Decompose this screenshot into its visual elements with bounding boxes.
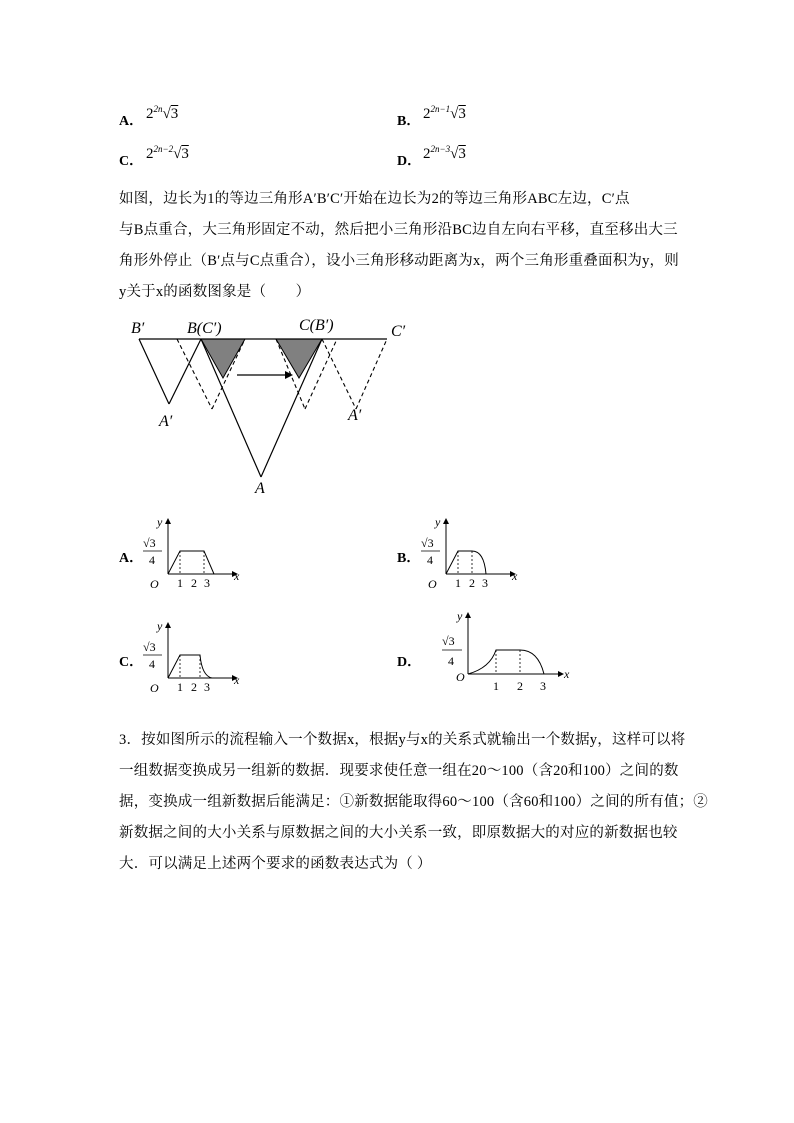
svg-text:1: 1 — [455, 576, 461, 590]
svg-text:2: 2 — [469, 576, 475, 590]
svg-text:1: 1 — [493, 679, 499, 693]
q2-line4: y关于x的函数图象是（ ） — [119, 284, 311, 300]
arrow-head-icon — [285, 371, 293, 379]
option-c-expr: $2^{2n-2}√3$ — [146, 144, 189, 162]
svg-text:4: 4 — [149, 657, 155, 671]
svg-text:2: 2 — [517, 679, 523, 693]
graph-option-b-label: B． — [397, 551, 421, 566]
option-b-label: B． — [397, 114, 421, 129]
option-a-expr: $2^{2n}√3$ — [146, 104, 179, 122]
svg-text:O: O — [150, 577, 159, 590]
graph-c — [140, 618, 250, 694]
svg-text:4: 4 — [427, 553, 433, 567]
svg-text:y: y — [435, 515, 441, 529]
y-arrow-icon — [443, 518, 449, 524]
graph-b — [418, 514, 528, 590]
svg-text:y: y — [457, 609, 463, 623]
svg-text:√3: √3 — [143, 536, 156, 550]
graph-a — [140, 514, 250, 590]
svg-text:x: x — [234, 673, 240, 687]
label-a-prime-left: A′ — [159, 413, 173, 430]
q2-line2: 与B点重合，大三角形固定不动，然后把小三角形沿BC边自左向右平移，直至移出大三 — [119, 222, 678, 238]
label-c-prime: C′ — [391, 323, 406, 340]
option-b-expr: $2^{2n-1}√3$ — [423, 104, 466, 122]
label-a-prime-right: A′ — [348, 407, 362, 424]
svg-text:y: y — [157, 619, 163, 633]
svg-text:2: 2 — [191, 576, 197, 590]
q2-line3: 角形外停止（B′点与C点重合），设小三角形移动距离为x，两个三角形重叠面积为y，则 — [119, 253, 679, 269]
label-a: A — [255, 480, 265, 497]
graph-option-d-label: D． — [397, 655, 422, 670]
graph-option-a-label: A． — [119, 551, 144, 566]
svg-text:O: O — [428, 577, 437, 590]
q3-line3: 据，变换成一组新数据后能满足：①新数据能取得60～100（含60和100）之间的所有值；② — [119, 794, 708, 810]
svg-text:x: x — [234, 569, 240, 583]
label-b-prime: B′ — [131, 320, 145, 337]
y-arrow-icon — [165, 622, 171, 628]
svg-text:x: x — [512, 569, 518, 583]
graph-option-c-label: C． — [119, 655, 144, 670]
shaded-overlap-right — [276, 339, 322, 378]
option-d-expr: $2^{2n-3}√3$ — [423, 144, 466, 162]
graph-d — [418, 606, 578, 696]
svg-text:4: 4 — [448, 654, 454, 668]
q3-line1: 3．按如图所示的流程输入一个数据x，根据y与x的关系式就输出一个数据y，这样可以将 — [119, 732, 686, 748]
q3-line2: 一组数据变换成另一组新的数据．现要求使任意一组在20～100（含20和100）之间的数 — [119, 763, 679, 779]
q3-line4: 新数据之间的大小关系与原数据之间的大小关系一致，即原数据大的对应的新数据也较 — [119, 825, 678, 841]
q2-triangle-figure — [125, 312, 425, 497]
option-a-label: A． — [119, 114, 144, 129]
svg-text:3: 3 — [204, 576, 210, 590]
label-c-b-prime: C(B′) — [299, 317, 334, 334]
svg-text:3: 3 — [204, 680, 210, 694]
label-b-c-prime: B(C′) — [187, 320, 222, 337]
shaded-overlap-left — [201, 339, 245, 378]
svg-text:O: O — [456, 670, 465, 684]
svg-text:√3: √3 — [421, 536, 434, 550]
svg-text:√3: √3 — [442, 634, 455, 648]
y-arrow-icon — [165, 518, 171, 524]
q2-line1: 如图，边长为1的等边三角形A′B′C′开始在边长为2的等边三角形ABC左边，C′点 — [119, 191, 630, 207]
svg-text:O: O — [150, 681, 159, 694]
svg-text:3: 3 — [482, 576, 488, 590]
svg-text:3: 3 — [540, 679, 546, 693]
svg-text:1: 1 — [177, 680, 183, 694]
svg-text:√3: √3 — [143, 640, 156, 654]
svg-text:1: 1 — [177, 576, 183, 590]
svg-text:2: 2 — [191, 680, 197, 694]
option-d-label: D． — [397, 154, 422, 169]
q3-line5: 大．可以满足上述两个要求的函数表达式为（ ） — [119, 856, 432, 872]
svg-text:y: y — [157, 515, 163, 529]
y-arrow-icon — [465, 612, 471, 618]
svg-text:4: 4 — [149, 553, 155, 567]
svg-text:x: x — [564, 667, 570, 681]
option-c-label: C． — [119, 154, 144, 169]
